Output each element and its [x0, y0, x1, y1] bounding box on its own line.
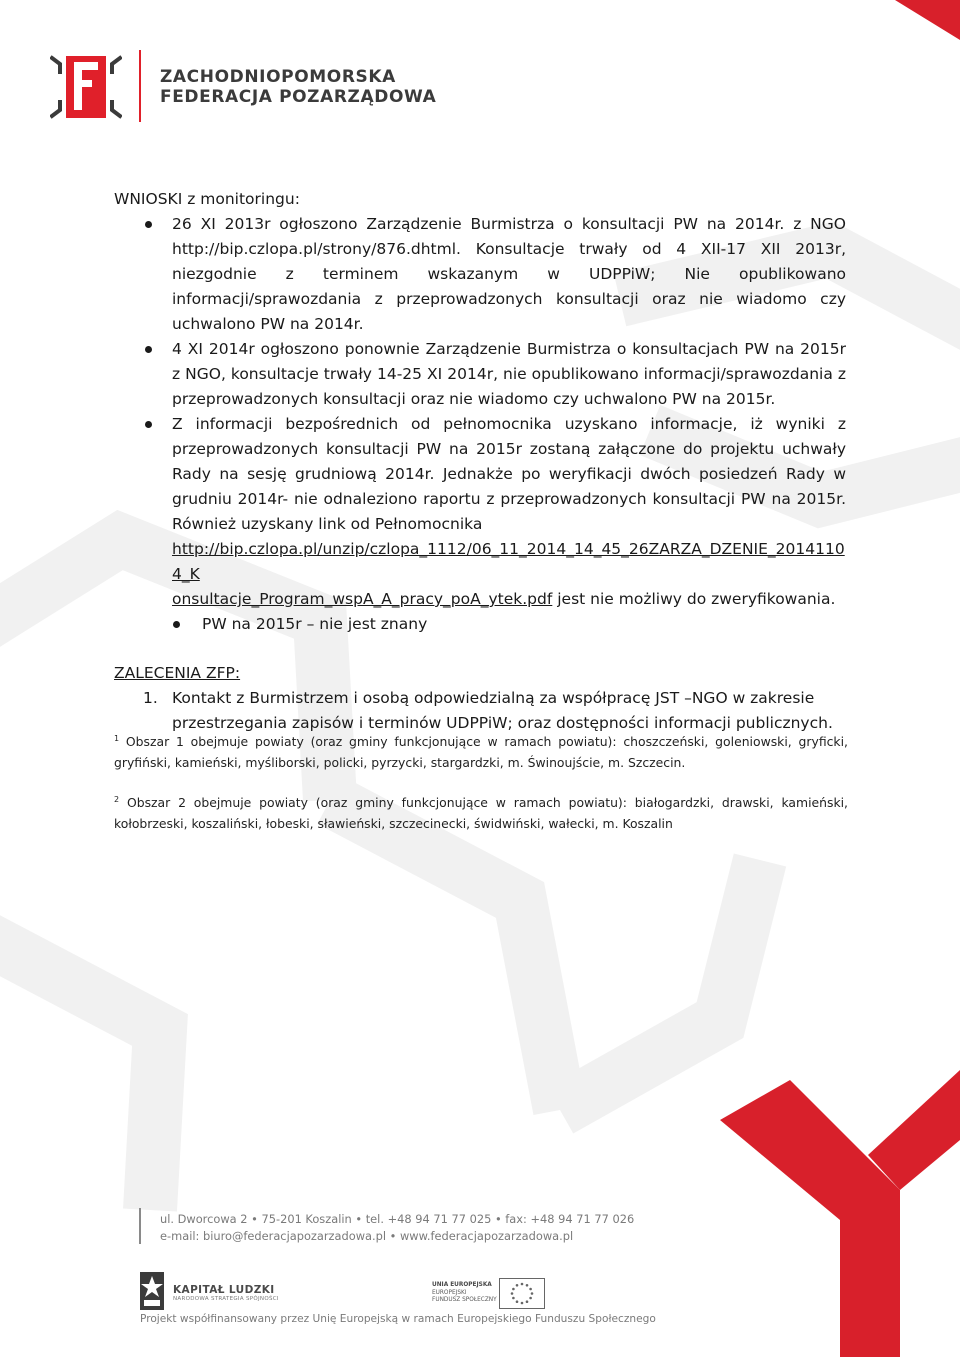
monitoring-bullet-3-text: Z informacji bezpośrednich od pełnomocnika uzyskano informacje, iż wyniki z przeprowadzonych konsultacji PW na 2015r zostaną załączone do projektu uchwały Rady na sesję grudniową 2014r. Jednakże po weryfikacji dwóch posiedzeń Rady w grudniu 2014r- nie odnaleziono raportu z przeprowadzonych konsultacji PW na 2015r. Również uzyskany link od Pełnomocnika [172, 415, 846, 533]
footer-email-web: e-mail: biuro@federacjapozarzadowa.pl • www.federacjapozarzadowa.pl [160, 1229, 574, 1243]
footnote-2-text: Obszar 2 obejmuje powiaty (oraz gminy funkcjonujące w ramach powiatu): białogardzki, drawski, kamieński, kołobrzeski, koszaliński, łobeski, sławieński, szczecinecki, świdwiński, wałecki, m. Koszalin [114, 795, 848, 831]
recommendation-text: Kontakt z Burmistrzem i osobą odpowiedzialną za współpracę JST –NGO w zakresie przestrzegania zapisów i terminów UDPPiW; oraz dostępności informacji publicznych. [172, 689, 833, 732]
org-name-line2: FEDERACJA POZARZĄDOWA [160, 87, 437, 107]
kapital-ludzki-text [173, 1284, 279, 1302]
footnote-1-text: Obszar 1 obejmuje powiaty (oraz gminy funkcjonujące w ramach powiatu): choszczeński, goleniowski, gryficki, gryfiński, kamieński, myśliborski, policki, pyrzycki, stargardzki, m. Świnoujście, m. Szczecin. [114, 734, 848, 770]
recommendations-title: ZALECENIA ZFP: [114, 664, 241, 682]
kl-title: KAPITAŁ LUDZKI [173, 1284, 275, 1296]
project-funding-note: Projekt współfinansowany przez Unię Europejską w ramach Europejskiego Funduszu Społecznego [140, 1313, 656, 1325]
footnote-1-mark: 1 [114, 734, 120, 743]
footnotes [114, 728, 848, 850]
footnote-2-mark: 2 [114, 795, 120, 804]
monitoring-bullet-1: 26 XI 2013r ogłoszono Zarządzenie Burmistrza o konsultacji PW na 2014r. z NGO http://bip.czlopa.pl/strony/876.dhtml. Konsultacje trwały od 4 XII-17 XII 2013r, niezgodnie z terminem wskazanym w UDPPiW; Nie opublikowano informacji/sprawozdania z przeprowadzonych konsultacji oraz nie wiadomo czy uchwalono PW na 2014r. [114, 212, 846, 337]
footer-contact [160, 1211, 634, 1245]
org-name-line1: ZACHODNIOPOMORSKA [160, 67, 396, 87]
monitoring-bullet-2: 4 XI 2014r ogłoszono ponownie Zarządzenie Burmistrza o konsultacjach PW na 2015r z NGO, konsultacje trwały 14-25 XI 2014r, nie opublikowano informacji/sprawozdania z przeprowadzonych konsultacji oraz nie wiadomo czy uchwalono PW na 2015r. [114, 337, 846, 412]
footer-divider [139, 1208, 141, 1244]
pelnomocnik-link-part2[interactable]: onsultacje_Program_wspA_A_pracy_poA_ytek.pdf [172, 590, 553, 608]
pelnomocnik-link-part1[interactable]: http://bip.czlopa.pl/unzip/czlopa_1112/06_11_2014_14_45_26ZARZA_DZENIE_20141104_K [172, 540, 845, 583]
eu-flag-icon [499, 1278, 545, 1309]
main-content [114, 187, 846, 736]
footnote-1 [114, 728, 848, 773]
federation-logo-icon [50, 50, 122, 124]
monitoring-bullet-3 [114, 412, 846, 637]
monitoring-title: WNIOSKI z monitoringu: [114, 190, 300, 208]
footnote-2 [114, 789, 848, 834]
recommendation-number: 1. [143, 689, 158, 707]
ue-text [432, 1282, 497, 1305]
kapital-ludzki-logo-icon [140, 1272, 164, 1310]
footer-address: ul. Dworcowa 2 • 75-201 Koszalin • tel. +48 94 71 77 025 • fax: +48 94 71 77 026 [160, 1212, 635, 1226]
header-divider [139, 50, 141, 122]
kl-subtitle: NARODOWA STRATEGIA SPÓJNOŚCI [173, 1296, 279, 1302]
ue-line1: UNIA EUROPEJSKA [432, 1282, 492, 1288]
ue-line2: EUROPEJSKI [432, 1289, 467, 1296]
ue-line3: FUNDUSZ SPOŁECZNY [432, 1297, 497, 1303]
monitoring-sub-bullet: PW na 2015r – nie jest znany [172, 612, 846, 637]
organization-name [160, 67, 436, 107]
link-suffix-text: jest nie możliwy do zweryfikowania. [552, 590, 836, 608]
monitoring-sub-list [172, 612, 846, 637]
monitoring-bullet-list [114, 212, 846, 637]
